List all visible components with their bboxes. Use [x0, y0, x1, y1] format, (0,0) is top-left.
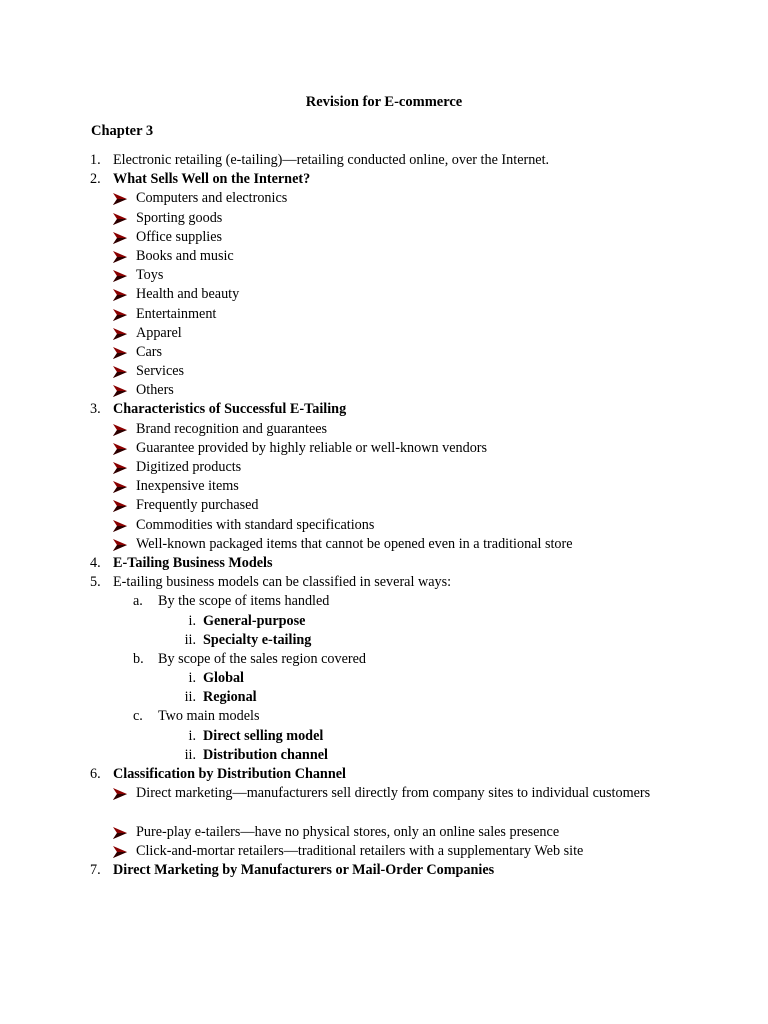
bullet-item	[0, 247, 768, 266]
bullet-text: Inexpensive items	[136, 478, 239, 495]
list-item	[0, 170, 768, 189]
arrow-bullet-icon	[113, 443, 127, 455]
bullet-item	[0, 362, 768, 381]
bullet-item	[0, 285, 768, 304]
bullet-item	[0, 228, 768, 247]
bullet-text: Pure-play e-tailers—have no physical stores, only an online sales presence	[136, 823, 560, 840]
roman-text: Specialty e-tailing	[203, 631, 312, 648]
item-number: 7.	[90, 861, 101, 878]
arrow-bullet-icon	[113, 366, 127, 378]
list-item	[0, 861, 768, 880]
roman-text: Regional	[203, 689, 257, 706]
bullet-text: Commodities with standard specifications	[136, 516, 375, 533]
arrow-bullet-icon	[113, 270, 127, 282]
list-item	[0, 400, 768, 419]
bullet-text: Entertainment	[136, 305, 217, 322]
roman-item	[0, 746, 768, 765]
arrow-bullet-icon	[113, 539, 127, 551]
bullet-item	[0, 516, 768, 535]
roman-label: ii.	[184, 631, 196, 648]
sub-item-text: Two main models	[158, 708, 260, 725]
bullet-item	[0, 381, 768, 400]
arrow-bullet-icon	[113, 520, 127, 532]
roman-label: i.	[188, 727, 196, 744]
roman-label: i.	[188, 612, 196, 629]
bullet-text: Direct marketing—manufacturers sell directly from company sites to individual customers	[136, 785, 651, 802]
bullet-item	[0, 266, 768, 285]
sub-item-text: By the scope of items handled	[158, 593, 330, 610]
bullet-text: Cars	[136, 343, 163, 360]
arrow-bullet-icon	[113, 251, 127, 263]
arrow-bullet-icon	[113, 827, 127, 839]
item-number: 4.	[90, 554, 101, 571]
list-item	[0, 554, 768, 573]
chapter-heading: Chapter 3	[91, 123, 154, 139]
item-text: E-tailing business models can be classified in several ways:	[113, 574, 452, 591]
item-number: 6.	[90, 766, 101, 782]
roman-text: Distribution channel	[203, 746, 328, 763]
arrow-bullet-icon	[113, 309, 127, 321]
bullet-text: Well-known packaged items that cannot be opened even in a traditional store	[136, 535, 573, 552]
bullet-text: Digitized products	[136, 459, 242, 475]
arrow-bullet-icon	[113, 462, 127, 474]
arrow-bullet-icon	[113, 846, 127, 858]
list-item	[0, 765, 768, 784]
bullet-text: Others	[136, 382, 174, 399]
roman-item	[0, 669, 768, 688]
sub-item-text: By scope of the sales region covered	[158, 650, 367, 667]
bullet-text: Toys	[136, 267, 164, 284]
roman-item	[0, 688, 768, 707]
list-item	[0, 151, 768, 170]
bullet-text: Computers and electronics	[136, 190, 288, 207]
bullet-list	[0, 784, 768, 861]
roman-item	[0, 612, 768, 631]
arrow-bullet-icon	[113, 232, 127, 244]
bullet-text: Apparel	[136, 324, 182, 341]
item-heading: Classification by Distribution Channel	[113, 766, 346, 782]
bullet-text: Health and beauty	[136, 286, 240, 303]
roman-item	[0, 727, 768, 746]
bullet-text: Brand recognition and guarantees	[136, 420, 328, 437]
bullet-item	[0, 305, 768, 324]
sub-item-label: a.	[133, 593, 143, 610]
bullet-text: Office supplies	[136, 228, 223, 245]
arrow-bullet-icon	[113, 500, 127, 512]
arrow-bullet-icon	[113, 193, 127, 205]
roman-label: ii.	[184, 689, 196, 706]
bullet-item	[0, 343, 768, 362]
arrow-bullet-icon	[113, 424, 127, 436]
bullet-text: Frequently purchased	[136, 497, 259, 514]
bullet-item	[0, 496, 768, 515]
item-number: 3.	[90, 401, 101, 418]
sub-item-label: c.	[133, 708, 143, 725]
bullet-text: Guarantee provided by highly reliable or well-known vendors	[136, 439, 488, 456]
bullet-list	[0, 420, 768, 554]
roman-label: i.	[188, 670, 196, 687]
bullet-item	[0, 823, 768, 842]
bullet-item	[0, 458, 768, 477]
item-number: 2.	[90, 171, 101, 188]
sub-item-label: b.	[133, 650, 144, 667]
sub-item	[0, 592, 768, 611]
bullet-item	[0, 439, 768, 458]
bullet-text: Sporting goods	[136, 209, 223, 226]
arrow-bullet-icon	[113, 328, 127, 340]
bullet-item	[0, 420, 768, 439]
item-text: Electronic retailing (e-tailing)—retailing conducted online, over the Internet.	[113, 152, 550, 168]
roman-item	[0, 631, 768, 650]
item-number: 1.	[90, 152, 101, 168]
roman-text: Direct selling model	[203, 727, 324, 744]
roman-text: Global	[203, 670, 244, 687]
roman-label: ii.	[184, 746, 196, 763]
item-number: 5.	[90, 574, 101, 591]
arrow-bullet-icon	[113, 385, 127, 397]
bullet-item	[0, 189, 768, 208]
arrow-bullet-icon	[113, 289, 127, 301]
bullet-list	[0, 189, 768, 400]
bullet-text: Books and music	[136, 247, 234, 264]
item-heading: Characteristics of Successful E-Tailing	[113, 401, 347, 418]
arrow-bullet-icon	[113, 481, 127, 493]
arrow-bullet-icon	[113, 347, 127, 359]
arrow-bullet-icon	[113, 213, 127, 225]
bullet-item	[0, 784, 768, 822]
item-heading: E-Tailing Business Models	[113, 554, 273, 571]
document-title: Revision for E-commerce	[305, 94, 463, 110]
bullet-item	[0, 324, 768, 343]
bullet-item	[0, 842, 768, 861]
roman-text: General-purpose	[203, 612, 306, 629]
bullet-item	[0, 535, 768, 554]
outline-list	[0, 151, 768, 880]
bullet-text: Services	[136, 363, 185, 380]
sub-item	[0, 650, 768, 669]
sub-item	[0, 707, 768, 726]
item-heading: Direct Marketing by Manufacturers or Mail-Order Companies	[113, 861, 495, 878]
bullet-item	[0, 477, 768, 496]
item-heading: What Sells Well on the Internet?	[113, 171, 311, 188]
bullet-item	[0, 209, 768, 228]
arrow-bullet-icon	[113, 788, 127, 800]
list-item	[0, 573, 768, 592]
bullet-text: Click-and-mortar retailers—traditional retailers with a supplementary Web site	[136, 842, 584, 859]
